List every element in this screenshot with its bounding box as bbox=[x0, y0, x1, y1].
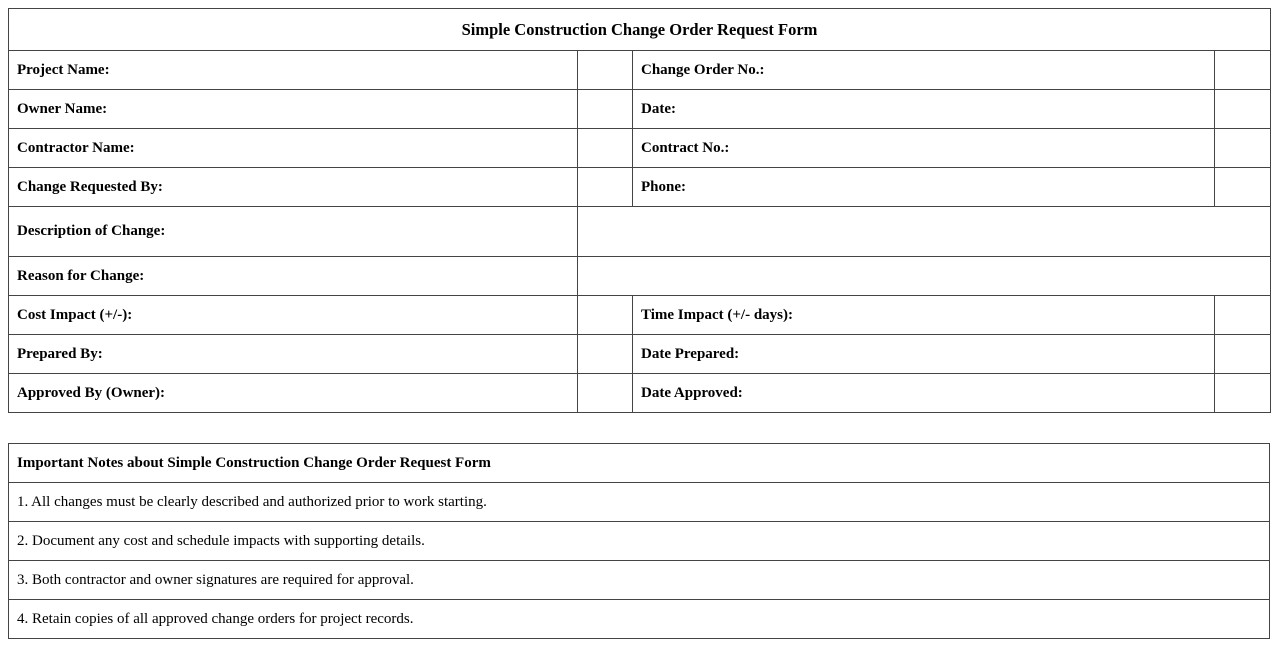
date-label: Date: bbox=[633, 90, 1215, 129]
approved-by-label: Approved By (Owner): bbox=[9, 374, 578, 413]
phone-field[interactable] bbox=[1215, 168, 1271, 207]
prepared-by-label: Prepared By: bbox=[9, 335, 578, 374]
change-requested-by-field[interactable] bbox=[578, 168, 633, 207]
phone-label: Phone: bbox=[633, 168, 1215, 207]
notes-heading: Important Notes about Simple Construction Change Order Request Form bbox=[9, 444, 1270, 483]
date-approved-label: Date Approved: bbox=[633, 374, 1215, 413]
reason-label: Reason for Change: bbox=[9, 257, 578, 296]
contract-no-field[interactable] bbox=[1215, 129, 1271, 168]
reason-field[interactable] bbox=[578, 257, 1271, 296]
date-field[interactable] bbox=[1215, 90, 1271, 129]
notes-table bbox=[8, 443, 1270, 639]
change-order-no-label: Change Order No.: bbox=[633, 51, 1215, 90]
note-item: 3. Both contractor and owner signatures are required for approval. bbox=[9, 561, 1270, 600]
cost-impact-field[interactable] bbox=[578, 296, 633, 335]
form-title: Simple Construction Change Order Request Form bbox=[9, 9, 1271, 51]
project-name-field[interactable] bbox=[578, 51, 633, 90]
date-approved-field[interactable] bbox=[1215, 374, 1271, 413]
prepared-by-field[interactable] bbox=[578, 335, 633, 374]
owner-name-label: Owner Name: bbox=[9, 90, 578, 129]
project-name-label: Project Name: bbox=[9, 51, 578, 90]
note-item: 1. All changes must be clearly described and authorized prior to work starting. bbox=[9, 483, 1270, 522]
time-impact-label: Time Impact (+/- days): bbox=[633, 296, 1215, 335]
change-order-form bbox=[8, 8, 1271, 413]
cost-impact-label: Cost Impact (+/-): bbox=[9, 296, 578, 335]
owner-name-field[interactable] bbox=[578, 90, 633, 129]
contractor-name-label: Contractor Name: bbox=[9, 129, 578, 168]
description-label: Description of Change: bbox=[9, 207, 578, 257]
change-order-no-field[interactable] bbox=[1215, 51, 1271, 90]
time-impact-field[interactable] bbox=[1215, 296, 1271, 335]
contract-no-label: Contract No.: bbox=[633, 129, 1215, 168]
note-item: 4. Retain copies of all approved change orders for project records. bbox=[9, 600, 1270, 639]
change-requested-by-label: Change Requested By: bbox=[9, 168, 578, 207]
note-item: 2. Document any cost and schedule impacts with supporting details. bbox=[9, 522, 1270, 561]
contractor-name-field[interactable] bbox=[578, 129, 633, 168]
description-field[interactable] bbox=[578, 207, 1271, 257]
approved-by-field[interactable] bbox=[578, 374, 633, 413]
date-prepared-label: Date Prepared: bbox=[633, 335, 1215, 374]
date-prepared-field[interactable] bbox=[1215, 335, 1271, 374]
